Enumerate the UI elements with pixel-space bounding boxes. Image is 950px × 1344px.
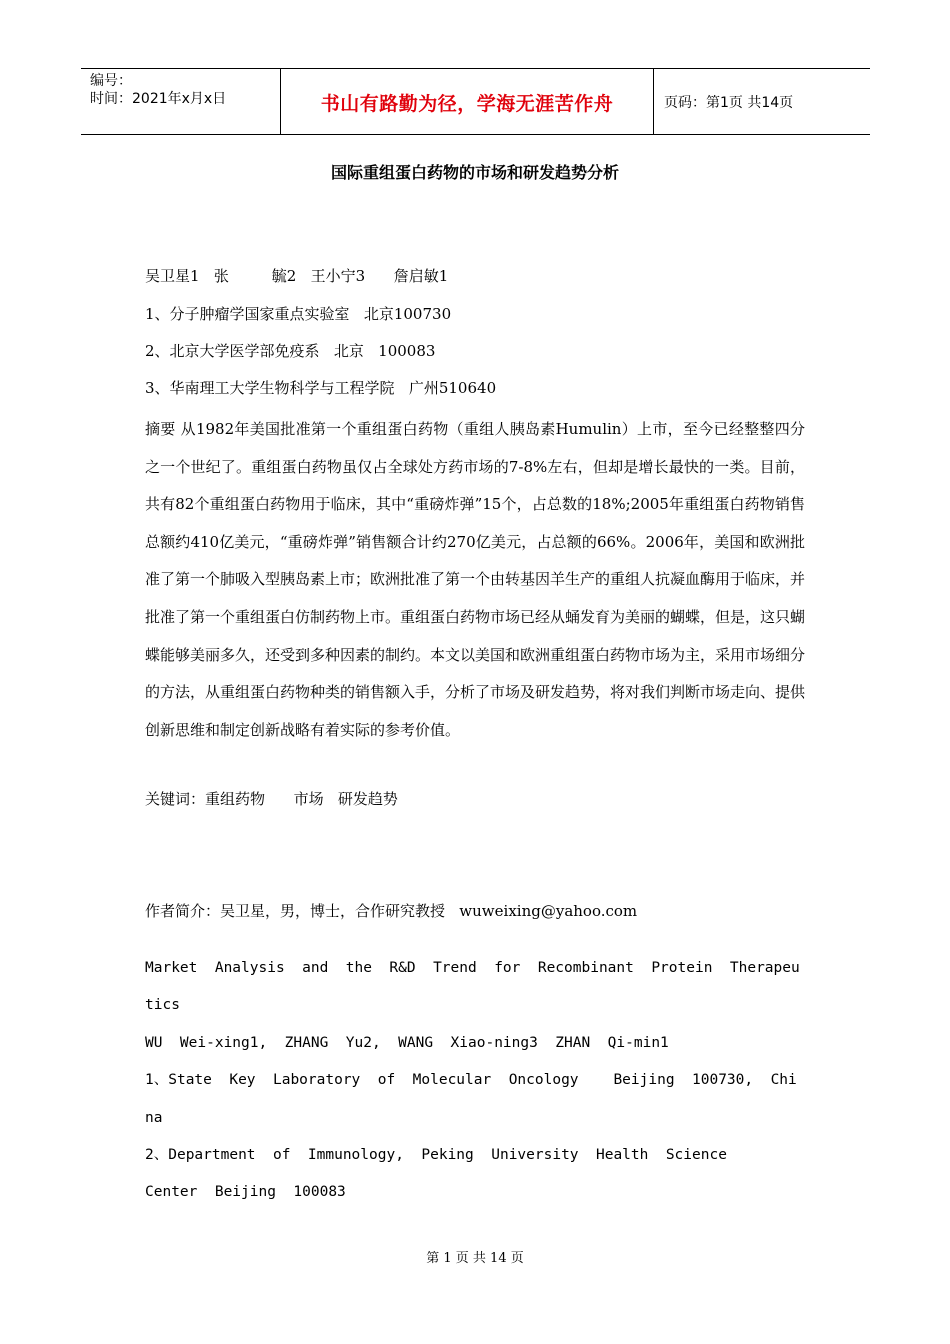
abstract-paragraph: 摘要 从1982年美国批准第一个重组蛋白药物（重组人胰岛素Humulin）上市，至今已经整整四分之一个世纪了。重组蛋白药物虽仅占全球处方药市场的7-8%左右，但却是增长最快的一类。目前，共有82个重组蛋白药物用于临床，其中“重磅炸弹”15个，占总数的18%;2005年重组蛋白药物销售总额约410亿美元，“重磅炸弹”销售额合计约270亿美元，占总额的66%。2006年，美国和欧洲批准了第一个肺吸入型胰岛素上市；欧洲批准了第一个由转基因羊生产的重组人抗凝血酶用于临床，并批准了第一个重组蛋白仿制药物上市。重组蛋白药物市场已经从蛹发育为美丽的蝴蝶，但是，这只蝴蝶能够美丽多久，还受到多种因素的制约。本文以美国和欧洲重组蛋白药物市场为主，采用市场细分的方法，从重组蛋白药物种类的销售额入手，分析了市场及研发趋势，将对我们判断市场走向、提供创新思维和制定创新战略有着实际的参考价值。 — [145, 420, 806, 739]
english-affiliation-1-line-1: 1、State Key Laboratory of Molecular Oncology Beijing 100730, Chi — [145, 1072, 797, 1088]
english-title-line-2: tics — [145, 997, 180, 1013]
page-header — [81, 68, 870, 135]
english-affiliation-2-line-2: Center Beijing 100083 — [145, 1184, 346, 1200]
page-footer: 第 1 页 共 14 页 — [426, 1251, 524, 1266]
affiliation-2: 2、北京大学医学部免疫系 北京 100083 — [145, 342, 436, 360]
page-info-text: 页码：第1页 共14页 — [664, 95, 794, 111]
header-page-info — [654, 69, 870, 135]
motto-text: 书山有路勤为径，学海无涯苦作舟 — [320, 92, 614, 115]
english-title-line-1: Market Analysis and the R&D Trend for Recombinant Protein Therapeu — [145, 960, 800, 976]
english-affiliation-2-line-1: 2、Department of Immunology, Peking University Health Science — [145, 1147, 727, 1163]
serial-label: 编号： — [90, 73, 132, 89]
english-authors: WU Wei-xing1, ZHANG Yu2, WANG Xiao-ning3 ZHAN Qi-min1 — [145, 1035, 669, 1051]
header-motto-cell — [281, 69, 654, 135]
author-list: 吴卫星1 张 毓2 王小宁3 詹启敏1 — [145, 267, 449, 285]
date-line: 时间：2021年x月x日 — [90, 91, 227, 107]
header-meta — [81, 69, 281, 135]
affiliation-1: 1、分子肿瘤学国家重点实验室 北京100730 — [145, 305, 452, 323]
affiliation-3: 3、华南理工大学生物科学与工程学院 广州510640 — [145, 379, 497, 397]
english-affiliation-1-line-2: na — [145, 1110, 163, 1126]
author-bio: 作者简介：吴卫星，男，博士，合作研究教授 wuweixing@yahoo.com — [145, 902, 638, 920]
keywords-line: 关键词：重组药物 市场 研发趋势 — [145, 790, 398, 808]
document-title: 国际重组蛋白药物的市场和研发趋势分析 — [330, 163, 619, 182]
